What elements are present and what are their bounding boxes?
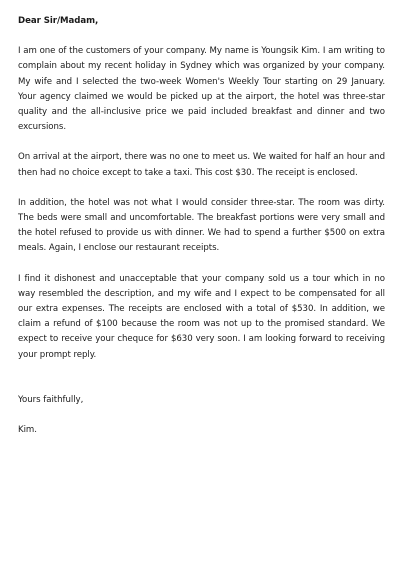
letter-document bbox=[18, 14, 385, 438]
letter-salutation: Dear Sir/Madam, bbox=[18, 16, 99, 26]
letter-paragraph-compensation: I find it dishonest and unacceptable that your company sold us a tour which in no way resembled the description, and my wife and I expect to be compensated for all our extra expenses. The receipts are enclosed with a total of $530. In addition, we claim a refund of $100 because the room was not up to the promised standard. We expect to receive your chequce for $630 very soon. I am looking forward to receiving your prompt reply. bbox=[18, 273, 385, 360]
letter-paragraph-airport: On arrival at the airport, there was no one to meet us. We waited for half an hour and then had no choice except to take a taxi. This cost $30. The receipt is enclosed. bbox=[18, 152, 385, 178]
letter-paragraph-intro: I am one of the customers of your company. My name is Youngsik Kim. I am writing to complain about my recent holiday in Sydney which was organized by your company. My wife and I selected the two-week Women's Weekly Tour starting on 29 January. Your agency claimed we would be picked up at the airport, the hotel was three-star quality and the all-inclusive price we paid included breakfast and dinner and two excursions. bbox=[18, 46, 385, 133]
letter-signature: Kim. bbox=[18, 425, 37, 436]
letter-closing: Yours faithfully, bbox=[18, 394, 84, 405]
letter-paragraph-hotel: In addition, the hotel was not what I would consider three-star. The room was dirty. The beds were small and uncomfortable. The breakfast portions were very small and the hotel refused to provide us with dinner. We had to spend a further $500 on extra meals. Again, I enclose our restaurant receipts. bbox=[18, 197, 385, 254]
